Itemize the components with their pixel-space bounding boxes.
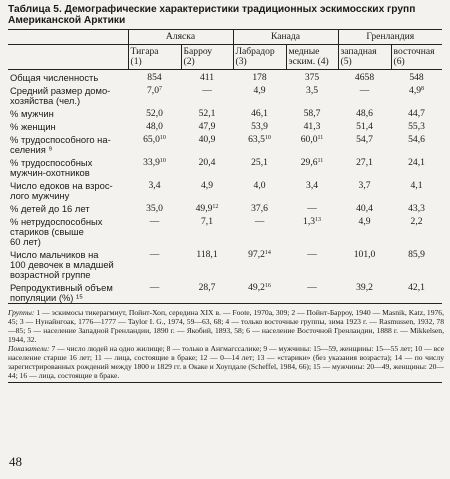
- note-groups: Группы: 1 — эскимосы тикерагмиут, Пойнт-Хоп, середина XIX в. — Foote, 1970a, 309; 2 — Пойнт-Барроу, 1940 — Masnik, Katz, 1976, 45; 3 — Нунайнгоак, 1776—1777 — Taylor I. G., 1974, 59—63, 68; 4 — только восточные группы, зима 1923 г. — Rasmussen, 1932, 78—85; 5 — население Западной Гренландии, 1890 г. — Якобий, 1893, 58; 6 — население Восточной Гренландии, 1888 г. — Mikkelsen, 1944, 32.: [8, 308, 444, 344]
- table-cell: 3,4: [148, 180, 161, 191]
- table-row: [8, 280, 442, 304]
- table-cell: 411: [199, 72, 215, 83]
- table-row: [8, 83, 442, 106]
- table-cell: 7,1: [201, 216, 213, 227]
- col-header: Барроу (2): [181, 45, 233, 70]
- group-alaska: Аляска: [128, 30, 233, 45]
- col-header: восточная (6): [391, 45, 442, 70]
- bottom-rule: [8, 382, 442, 383]
- row-label: % женщин: [10, 121, 56, 132]
- col-header: Тигара (1): [128, 45, 181, 70]
- table-cell: 4,9: [253, 85, 266, 96]
- row-label: % нетрудоспособных стариков (свыше 60 лет): [10, 216, 103, 247]
- table-cell: 52,1: [198, 108, 216, 119]
- table-cell: —: [307, 249, 317, 260]
- table-cell: 25,1: [251, 157, 268, 168]
- table-cell: 65,0$^{10}$: [143, 134, 166, 145]
- table-cell: 44,7: [408, 108, 425, 119]
- table-row: [8, 247, 442, 280]
- table-cell: 101,0: [353, 249, 376, 260]
- table-cell: 55,3: [408, 121, 425, 132]
- table-row: [8, 70, 442, 84]
- note-indicators: Показатели: 7 — число людей на одно жилище; 8 — только в Ангмагссалике; 9 — мужчины: 15—59, женщины: 15—55 лет; 10 — все население старше 16 лет; 11 — лица, состоящие в браке; 12 — 0—14 лет; 13 — «старики» (без указания возраста); 14 — по числу зарегистрированных рождений между 1800 и 1829 гг. в Окаке и Хоупдале (Scheffel, 1984, 66); 15 — мужчины: 20—49, женщины: 20—44; 16 — лица, состоящие в браке.: [8, 344, 445, 380]
- page-number: 48: [9, 454, 22, 469]
- table-cell: 37,6: [251, 203, 268, 214]
- table-body: [8, 70, 442, 304]
- table-cell: 54,7: [356, 134, 373, 145]
- table-cell: 48,6: [356, 108, 373, 119]
- row-label: % мужчин: [10, 108, 54, 119]
- group-canada: Канада: [233, 30, 338, 45]
- col-header: западная (5): [338, 45, 391, 70]
- row-label: % трудоспособного на- селения ⁹: [10, 134, 111, 155]
- table-cell: 33,9$^{10}$: [143, 157, 166, 168]
- table-cell: 29,6$^{11}$: [300, 157, 324, 168]
- table-title: [8, 4, 444, 26]
- table-row: [8, 132, 442, 155]
- table-cell: 28,7: [181, 280, 233, 304]
- table-row: [8, 119, 442, 132]
- table-cell: —: [202, 85, 212, 96]
- header-empty: [8, 30, 128, 45]
- table-cell: 85,9: [408, 249, 425, 260]
- table-cell: 854: [147, 72, 162, 83]
- row-label: Репродуктивный объем популяции (%) ¹⁵: [8, 280, 128, 304]
- table-cell: 41,3: [303, 121, 321, 132]
- table-cell: 2,2: [410, 216, 423, 227]
- table-cell: 53,9: [251, 121, 268, 132]
- table-cell: 35,0: [146, 203, 163, 214]
- table-cell: 3,5: [306, 85, 319, 96]
- table-cell: —: [359, 85, 370, 96]
- table-cell: —: [128, 280, 181, 304]
- col-header: медные эским. (4): [286, 45, 338, 70]
- row-label: Число мальчиков на 100 девочек в младшей возрастной группе: [10, 249, 114, 280]
- table-cell: 52,0: [146, 108, 163, 119]
- table-cell: —: [307, 203, 317, 214]
- table-cell: 58,7: [303, 108, 321, 119]
- table-cell: 40,4: [356, 203, 373, 214]
- page: [8, 4, 444, 383]
- table-cell: 3,4: [306, 180, 319, 191]
- footnotes: [8, 308, 444, 380]
- table-cell: 4658: [354, 72, 375, 83]
- title-line-2: Американской Арктики: [8, 15, 126, 26]
- table-row: [8, 214, 442, 247]
- table-row: [8, 106, 442, 119]
- table-cell: 39,2: [338, 280, 391, 304]
- table-cell: 49,2$^{16}$: [233, 280, 286, 304]
- table-cell: 40,9: [198, 134, 216, 145]
- demographics-table: [8, 29, 442, 304]
- row-label: Средний размер домо- хозяйства (чел.): [10, 85, 111, 106]
- group-greenland: Гренландия: [338, 30, 442, 45]
- table-cell: —: [149, 216, 160, 227]
- table-cell: 24,1: [408, 157, 425, 168]
- table-cell: 4,0: [253, 180, 266, 191]
- table-cell: 548: [409, 72, 424, 83]
- table-cell: 60,0$^{11}$: [300, 134, 324, 145]
- table-cell: 27,1: [356, 157, 373, 168]
- table-cell: 63,5$^{10}$: [248, 134, 271, 145]
- row-label: Число едоков на взрос- лого мужчину: [10, 180, 113, 201]
- table-cell: —: [254, 216, 265, 227]
- title-line-1: Таблица 5. Демографические характеристики традиционных эскимосских групп: [8, 4, 416, 15]
- row-label: Общая численность: [10, 72, 99, 83]
- table-cell: 3,7: [358, 180, 371, 191]
- table-row: [8, 201, 442, 214]
- table-cell: 49,9$^{12}$: [195, 203, 219, 214]
- table-cell: 4,1: [410, 180, 423, 191]
- table-cell: 375: [304, 72, 320, 83]
- table-cell: 97,2$^{14}$: [248, 249, 271, 260]
- table-cell: 4,9: [201, 180, 213, 191]
- table-cell: 48,0: [146, 121, 163, 132]
- table-cell: 118,1: [196, 249, 218, 260]
- table-cell: 46,1: [251, 108, 268, 119]
- table-cell: 43,3: [408, 203, 425, 214]
- table-cell: 51,4: [356, 121, 373, 132]
- table-cell: —: [286, 280, 338, 304]
- table-cell: —: [149, 249, 160, 260]
- table-cell: $7,0^7$: [147, 85, 162, 96]
- table-cell: 47,9: [198, 121, 216, 132]
- table-cell: 4,9: [358, 216, 371, 227]
- table-cell: $1,3^{13}$: [303, 216, 322, 227]
- table-row: [8, 178, 442, 201]
- table-row: [8, 155, 442, 178]
- row-label: % трудоспособных мужчин-охотников: [10, 157, 93, 178]
- table-cell: 20,4: [198, 157, 216, 168]
- table-cell: 42,1: [391, 280, 442, 304]
- col-header: Лабрадор (3): [233, 45, 286, 70]
- table-cell: 178: [252, 72, 267, 83]
- row-label: % детей до 16 лет: [10, 203, 90, 214]
- header-empty-2: [8, 45, 128, 70]
- table-cell: 54,6: [408, 134, 425, 145]
- table-cell: $4,9^8$: [409, 85, 425, 96]
